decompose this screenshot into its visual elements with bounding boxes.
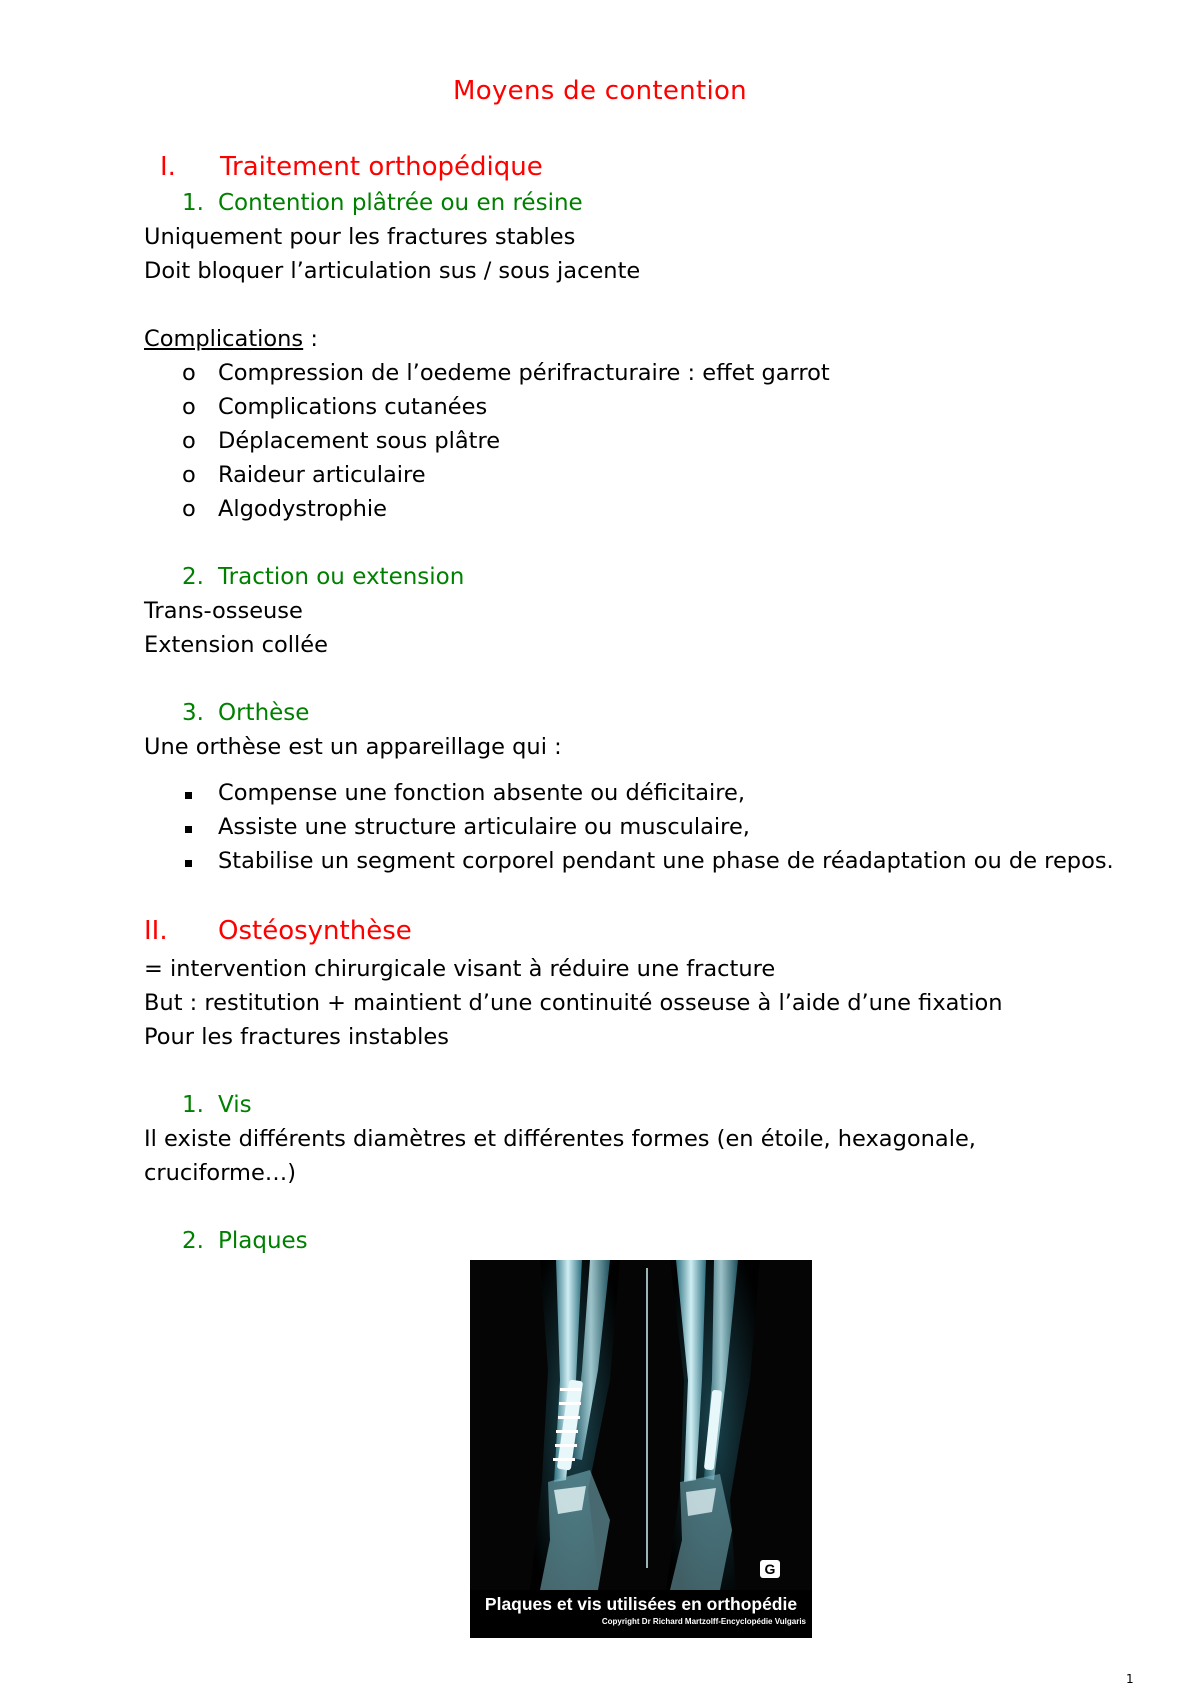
section-number: II. [144,916,168,946]
subsection-number: 2. [182,564,204,590]
circle-bullet: o [182,428,196,454]
subsection-number: 1. [182,1092,204,1118]
list-item-text: Stabilise un segment corporel pendant une phase de réadaptation ou de repos. [218,848,1114,874]
subsection-heading-1-2 [182,564,464,590]
figure-copyright: Copyright Dr Richard Martzolff-Encyclopédie Vulgaris [601,1617,806,1626]
paragraph: cruciforme…) [144,1160,297,1186]
paragraph: Extension collée [144,632,328,658]
section-heading-1 [160,152,760,186]
subsection-title: Orthèse [218,700,310,726]
complications-suffix: : [303,326,318,352]
xray-image [470,1260,812,1590]
subsection-heading-2-2 [182,1228,308,1254]
section-heading-2 [144,916,744,950]
section-title: Traitement orthopédique [220,152,543,182]
paragraph: Doit bloquer l’articulation sus / sous jacente [144,258,641,284]
xray-figure [470,1260,812,1638]
paragraph: Il existe différents diamètres et différentes formes (en étoile, hexagonale, [144,1126,976,1152]
paragraph: Pour les fractures instables [144,1024,449,1050]
figure-logo: G [764,1561,776,1577]
paragraph: Uniquement pour les fractures stables [144,224,576,250]
circle-bullet: o [182,496,196,522]
list-item-text: Assiste une structure articulaire ou musculaire, [218,814,750,840]
square-bullet [185,826,192,833]
list-item-text: Algodystrophie [218,496,387,522]
paragraph: = intervention chirurgicale visant à réduire une fracture [144,956,776,982]
paragraph: But : restitution + maintient d’une continuité osseuse à l’aide d’une fixation [144,990,1003,1016]
list-item-text: Raideur articulaire [218,462,426,488]
section-title: Ostéosynthèse [218,916,412,946]
square-bullet [185,860,192,867]
subsection-title: Plaques [218,1228,308,1254]
subsection-title: Traction ou extension [218,564,465,590]
complications-heading [144,326,318,352]
subsection-heading-1-3 [182,700,309,726]
list-item-text: Complications cutanées [218,394,488,420]
page-number: 1 [1126,1672,1134,1686]
subsection-heading-2-1 [182,1092,252,1118]
circle-bullet: o [182,360,196,386]
subsection-title: Vis [218,1092,252,1118]
paragraph: Trans-osseuse [144,598,303,624]
subsection-number: 1. [182,190,204,216]
subsection-number: 2. [182,1228,204,1254]
square-bullet [185,792,192,799]
subsection-heading-1-1 [182,190,583,216]
list-item-text: Compression de l’oedeme périfracturaire : effet garrot [218,360,830,386]
complications-label: Complications [144,326,304,352]
paragraph: Une orthèse est un appareillage qui : [144,734,562,760]
subsection-title: Contention plâtrée ou en résine [218,190,583,216]
section-number: I. [160,152,176,182]
circle-bullet: o [182,394,196,420]
document-title: Moyens de contention [453,76,747,106]
circle-bullet: o [182,462,196,488]
figure-caption: Plaques et vis utilisées en orthopédie [484,1594,798,1614]
list-item-text: Déplacement sous plâtre [218,428,501,454]
list-item-text: Compense une fonction absente ou déficitaire, [218,780,746,806]
subsection-number: 3. [182,700,204,726]
